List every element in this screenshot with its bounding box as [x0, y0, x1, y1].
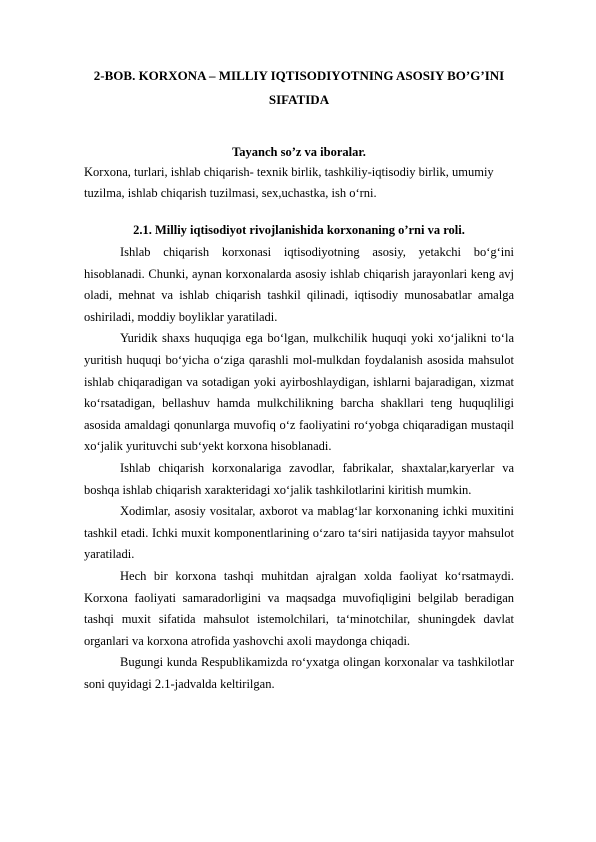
- section-heading: 2.1. Milliy iqtisodiyot rivojlanishida korxonaning o’rni va roli.: [133, 223, 465, 237]
- paragraph: Ishlab chiqarish korxonalariga zavodlar, fabrikalar, shaxtalar,karyerlar va boshqa ishlab chiqarish xarakteridagi xo‘jalik tashkilotlarini kiritish mumkin.: [84, 460, 514, 497]
- paragraph: Yuridik shaxs huquqiga ega bo‘lgan, mulkchilik huquqi yoki xo‘jalikni to‘la yuritish huquqi bo‘yicha o‘ziga qarashli mol-mulkdan foydalanish asosida mahsulot ishlab chiqaradigan va sotadigan yoki ayirboshlaydigan, ishlarni bajaradigan, xizmat ko‘rsatadigan, bellashuv hamda mulkchilikning barcha shakllari teng huquqliligi asosida amaldagi qonunlarga muvofiq o‘z faoliyatini ro‘yobga chiqaradigan mustaqil xo‘jalik yurituvchi sub‘yekt korxona hisoblanadi.: [84, 331, 514, 454]
- chapter-title-line1: 2-BOB. KORXONA – MILLIY IQTISODIYOTNING ASOSIY BO’G’INI: [93, 68, 505, 83]
- paragraph: Xodimlar, asosiy vositalar, axborot va mablag‘lar korxonaning ichki muxitini tashkil etadi. Ichki muxit komponentlarining o‘zaro ta‘siri natijasida tayyor mahsulot yaratiladi.: [84, 504, 514, 562]
- document-page: [84, 64, 514, 695]
- keywords-text: Korxona, turlari, ishlab chiqarish- texnik birlik, tashkiliy-iqtisodiy birlik, umumiy tuzilma, ishlab chiqarish tuzilmasi, sex,uchastka, ish o‘rni.: [84, 165, 494, 200]
- paragraph: Hech bir korxona tashqi muhitdan ajralgan xolda faoliyat ko‘rsatmaydi. Korxona faoliyati samaradorligini va maqsadga muvofiqligini belgilab beradigan tashqi muxit sifatida mahsulot istemolchilari, ta‘minotchilar, shuningdek davlat organlari va korxona atrofida yashovchi axoli maydonga chiqadi.: [84, 568, 514, 648]
- keywords-heading: Tayanch so’z va iboralar.: [232, 145, 366, 159]
- chapter-title-line2: SIFATIDA: [268, 92, 330, 107]
- paragraph: Ishlab chiqarish korxonasi iqtisodiyotning asosiy, yetakchi bo‘g‘ini hisoblanadi. Chunki, aynan korxonalarda asosiy ishlab chiqarish jarayonlari keng avj oladi, mehnat va ishlab chiqarish tashkil qilinadi, iqtisodiy munosabatlar amalga oshiriladi, moddiy boyliklar yaratiladi.: [84, 245, 514, 324]
- paragraph: Bugungi kunda Respublikamizda ro‘yxatga olingan korxonalar va tashkilotlar soni quyidagi 2.1-jadvalda keltirilgan.: [84, 655, 514, 691]
- chapter-title: [84, 64, 514, 112]
